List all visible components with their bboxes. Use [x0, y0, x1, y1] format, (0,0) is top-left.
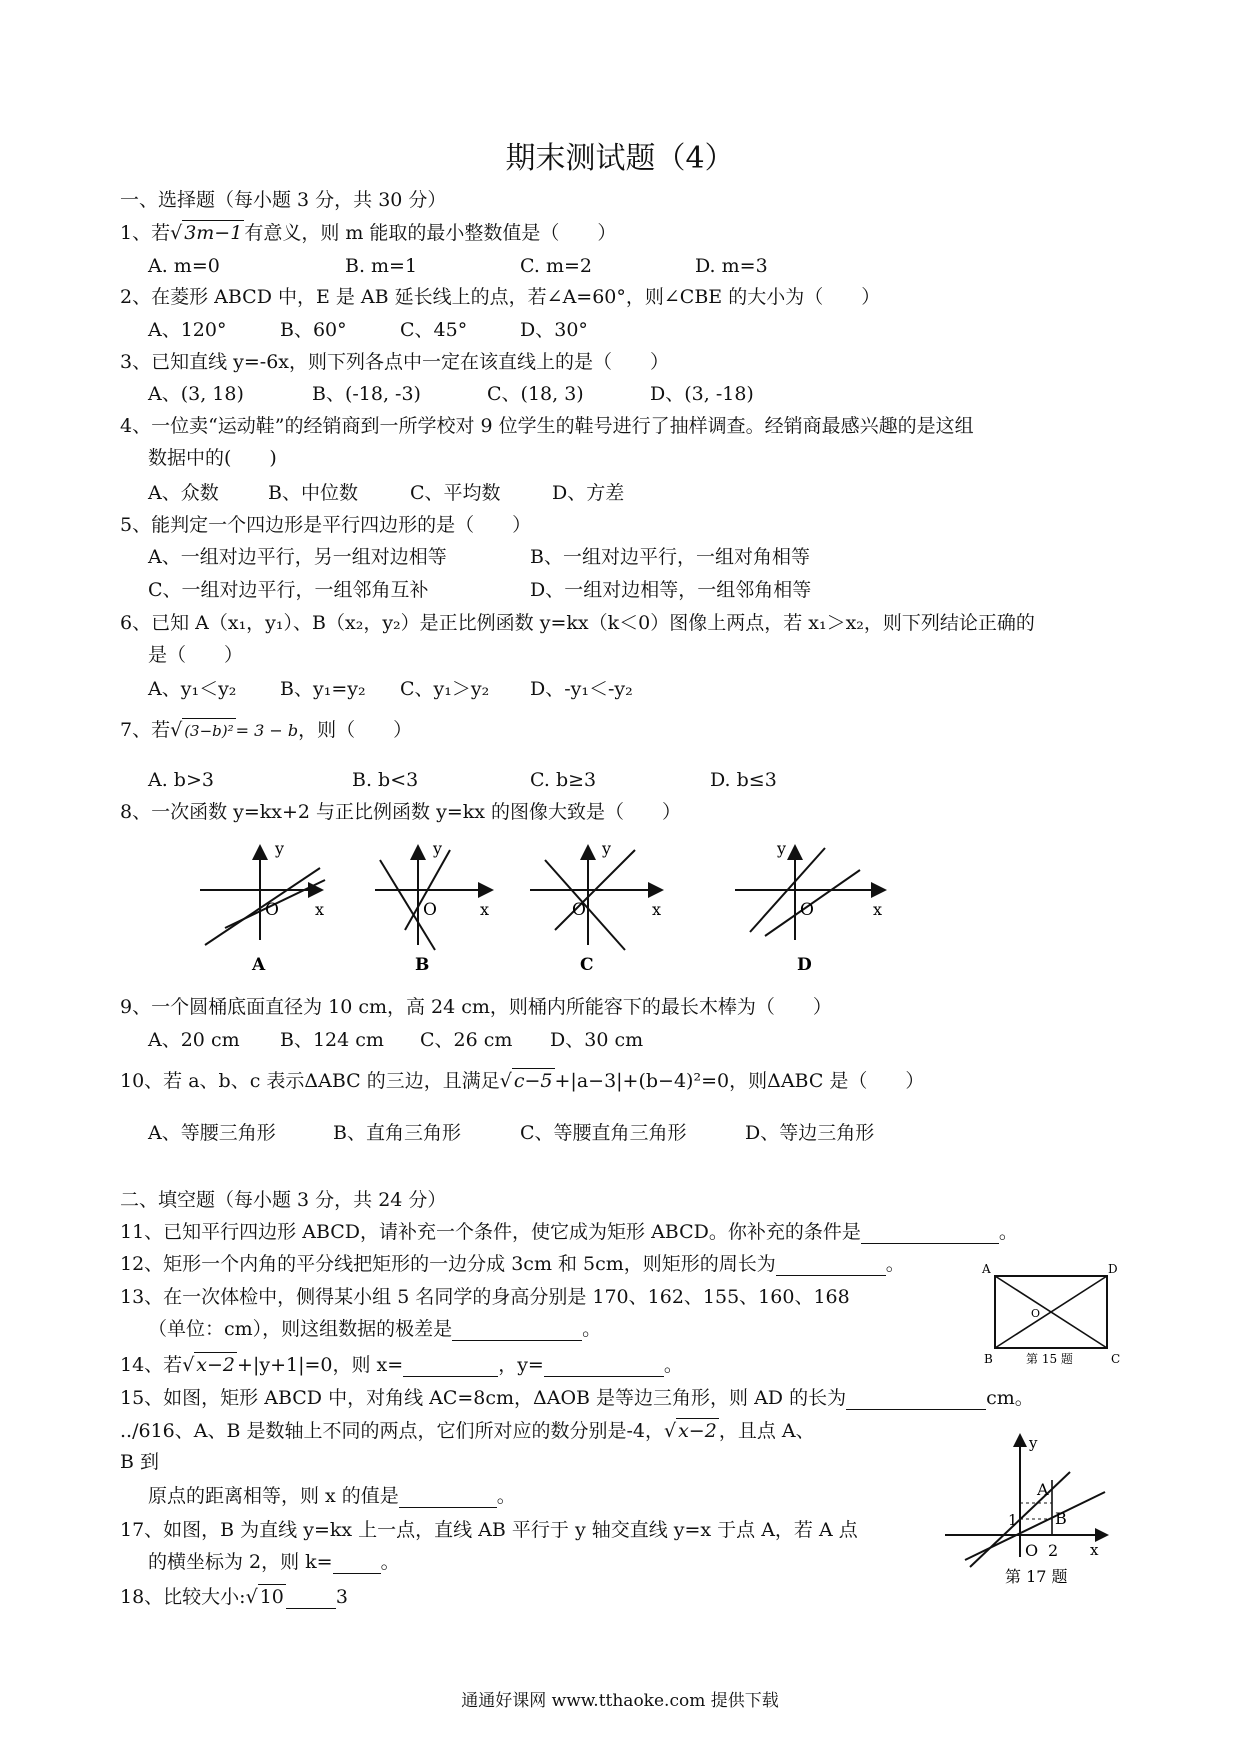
q18-prefix: 18、比较大小: — [120, 1586, 246, 1608]
question-3: 3、已知直线 y=-6x，则下列各点中一定在该直线上的是（ ） — [120, 351, 670, 373]
fig17-b-label: B — [1055, 1509, 1067, 1528]
question-2: 2、在菱形 ABCD 中，E 是 AB 延长线上的点，若∠A=60°，则∠CBE 的大小为（ ） — [120, 286, 881, 308]
q15-end: cm。 — [986, 1387, 1034, 1409]
q7-radicand: (3−b)² — [182, 718, 235, 743]
question-11 — [120, 1220, 1018, 1244]
q3-option-a: A、(3, 18) — [148, 383, 244, 405]
q2-option-b: B、60° — [280, 319, 347, 341]
q1-prefix: 1、若 — [120, 222, 171, 244]
q8a-y-label: y — [275, 840, 285, 858]
question-9: 9、一个圆桶底面直径为 10 cm，高 24 cm，则桶内所能容下的最长木棒为（ ） — [120, 996, 832, 1018]
q10-option-b: B、直角三角形 — [333, 1122, 461, 1144]
q8-label-d: D — [797, 955, 812, 975]
question-12 — [120, 1252, 905, 1276]
q8d-y-label: y — [777, 840, 787, 858]
question-16-line2: B 到 — [120, 1451, 160, 1473]
q14-middle: +|y+1|=0，则 x= — [237, 1354, 404, 1376]
fig15-label-o: O — [1031, 1307, 1041, 1320]
q5-option-c: C、一组对边平行，一组邻角互补 — [148, 579, 429, 601]
question-8: 8、一次函数 y=kx+2 与正比例函数 y=kx 的图像大致是（ ） — [120, 801, 682, 823]
q18-suffix: 3 — [335, 1586, 348, 1608]
q11-end: 。 — [998, 1221, 1018, 1243]
question-18: 18、比较大小:√ 10 3 — [120, 1586, 348, 1608]
q8b-y-label: y — [433, 840, 443, 858]
fig15-caption: 第 15 题 — [1026, 1352, 1073, 1366]
q4-option-d: D、方差 — [552, 482, 625, 504]
fig17-x-label: x — [1090, 1541, 1099, 1559]
q4-option-c: C、平均数 — [410, 482, 501, 504]
question-7: 7、若√ (3−b)² = 3 − b，则（ ） — [120, 719, 413, 741]
q8-label-c: C — [580, 955, 594, 975]
question-10: 10、若 a、b、c 表示ΔABC 的三边，且满足√ c−5 +|a−3|+(b−4)²=0，则ΔABC 是（ ） — [120, 1070, 925, 1092]
q7-prefix: 7、若 — [120, 719, 171, 741]
q5-option-a: A、一组对边平行，另一组对边相等 — [148, 546, 447, 568]
q10-option-a: A、等腰三角形 — [148, 1122, 276, 1144]
q4-option-b: B、中位数 — [268, 482, 358, 504]
q5-option-d: D、一组对边相等，一组邻角相等 — [530, 579, 812, 601]
q8d-origin-label: O — [800, 900, 814, 920]
question-15 — [120, 1386, 1034, 1410]
page-footer: 通通好课网 www.tthaoke.com 提供下载 — [461, 1691, 779, 1711]
q2-option-a: A、120° — [148, 319, 227, 341]
q4-option-a: A、众数 — [148, 482, 219, 504]
q16-suffix: ，且点 A、 — [718, 1420, 815, 1442]
fig17-two-label: 2 — [1048, 1541, 1059, 1560]
q6-option-a: A、y₁＜y₂ — [148, 678, 237, 700]
q8-graphs — [195, 840, 915, 975]
fig15-label-b: B — [984, 1352, 993, 1366]
question-14: 14、若√ x−2 +|y+1|=0，则 x= ，y= 。 — [120, 1354, 683, 1376]
section-heading-fill: 二、填空题（每小题 3 分，共 24 分） — [120, 1189, 447, 1211]
q1-option-a: A. m=0 — [148, 255, 220, 277]
fig17-y-label: y — [1029, 1434, 1038, 1452]
q8-graph-a — [200, 840, 325, 975]
figure-15 — [980, 1260, 1130, 1370]
q17-end: 。 — [380, 1551, 400, 1573]
page-title: 期末测试题（4） — [505, 141, 735, 176]
question-16-line1: ../616、A、B 是数轴上不同的两点，它们所对应的数分别是-4，√ x−2 ，且点 A、 — [120, 1420, 815, 1442]
fig15-label-c: C — [1111, 1352, 1121, 1366]
q13-stem: （单位：cm），则这组数据的极差是 — [148, 1318, 453, 1340]
question-1: 1、若√ 3m−1 有意义，则 m 能取的最小整数值是（ ） — [120, 222, 617, 244]
q9-option-b: B、124 cm — [280, 1029, 384, 1051]
q12-answer-blank[interactable] — [776, 1255, 886, 1276]
q2-option-d: D、30° — [520, 319, 588, 341]
q8b-origin-label: O — [423, 900, 437, 920]
q14-radicand: x−2 — [196, 1354, 236, 1376]
q16-answer-blank[interactable] — [399, 1487, 497, 1508]
q7-option-a: A. b>3 — [148, 769, 214, 791]
fig15-label-d: D — [1108, 1262, 1118, 1276]
q8b-x-label: x — [480, 900, 490, 919]
q12-stem: 12、矩形一个内角的平分线把矩形的一边分成 3cm 和 5cm，则矩形的周长为 — [120, 1253, 776, 1275]
question-13-line1: 13、在一次体检中，侧得某小组 5 名同学的身高分别是 170、162、155、160、168 — [120, 1286, 850, 1308]
q1-suffix: 有意义，则 m 能取的最小整数值是（ ） — [244, 222, 617, 244]
q17-answer-blank[interactable] — [333, 1553, 381, 1574]
q10-option-c: C、等腰直角三角形 — [520, 1122, 687, 1144]
q8c-origin-label: O — [572, 900, 586, 920]
q1-option-c: C. m=2 — [520, 255, 592, 277]
q8a-x-label: x — [315, 900, 325, 919]
question-6-line1: 6、已知 A（x₁，y₁）、B（x₂，y₂）是正比例函数 y=kx（k＜0）图像上两点，若 x₁＞x₂，则下列结论正确的 — [120, 612, 1035, 634]
q14-prefix: 14、若 — [120, 1354, 183, 1376]
q9-option-c: C、26 cm — [420, 1029, 513, 1051]
q8c-y-label: y — [602, 840, 612, 858]
fig17-caption: 第 17 题 — [1005, 1567, 1068, 1586]
fig17-a-label: A — [1037, 1480, 1049, 1499]
q8-label-a: A — [252, 955, 266, 975]
question-17-line2 — [148, 1550, 400, 1574]
fig17-one-label: 1 — [1008, 1511, 1018, 1529]
q8d-x-label: x — [873, 900, 883, 919]
q6-option-b: B、y₁=y₂ — [280, 678, 366, 700]
figure-17 — [945, 1432, 1125, 1587]
q2-option-c: C、45° — [400, 319, 468, 341]
q1-option-d: D. m=3 — [695, 255, 768, 277]
q7-option-d: D. b≤3 — [710, 769, 777, 791]
q14-x-blank[interactable] — [403, 1356, 498, 1377]
q8a-origin-label: O — [265, 900, 279, 920]
q7-suffix: ，则（ ） — [298, 719, 413, 741]
question-6-line2: 是（ ） — [148, 644, 244, 666]
q11-answer-blank[interactable] — [861, 1223, 999, 1244]
q10-radicand: c−5 — [513, 1070, 553, 1092]
q8-label-b: B — [415, 955, 430, 975]
question-16-line3 — [148, 1484, 516, 1508]
q16-end: 。 — [496, 1485, 516, 1507]
question-4-line2: 数据中的( ) — [148, 447, 277, 469]
q3-option-c: C、(18, 3) — [487, 383, 584, 405]
q12-end: 。 — [885, 1253, 905, 1275]
q13-answer-blank[interactable] — [452, 1320, 582, 1341]
question-5: 5、能判定一个四边形是平行四边形的是（ ） — [120, 514, 532, 536]
q5-option-b: B、一组对边平行，一组对角相等 — [530, 546, 810, 568]
q10-suffix: +|a−3|+(b−4)²=0，则ΔABC 是（ ） — [554, 1070, 925, 1092]
q15-answer-blank[interactable] — [846, 1389, 986, 1410]
q18-radicand: 10 — [259, 1586, 284, 1608]
section-heading-choice: 一、选择题（每小题 3 分，共 30 分） — [120, 189, 447, 211]
q7-option-b: B. b<3 — [352, 769, 419, 791]
q6-option-c: C、y₁＞y₂ — [400, 678, 490, 700]
q18-answer-blank[interactable] — [286, 1588, 336, 1609]
q3-option-d: D、(3, -18) — [650, 383, 754, 405]
question-4-line1: 4、一位卖“运动鞋”的经销商到一所学校对 9 位学生的鞋号进行了抽样调查。经销商最感兴趣的是这组 — [120, 415, 974, 437]
q7-option-c: C. b≥3 — [530, 769, 597, 791]
q16-prefix: ../616、A、B 是数轴上不同的两点，它们所对应的数分别是-4， — [120, 1420, 664, 1442]
q14-y-blank[interactable] — [544, 1356, 664, 1377]
q9-option-a: A、20 cm — [148, 1029, 240, 1051]
q11-stem: 11、已知平行四边形 ABCD，请补充一个条件，使它成为矩形 ABCD。你补充的条件是 — [120, 1221, 861, 1243]
fig17-origin-label: O — [1025, 1541, 1039, 1560]
q10-prefix: 10、若 a、b、c 表示ΔABC 的三边，且满足 — [120, 1070, 500, 1092]
question-17-line1: 17、如图，B 为直线 y=kx 上一点，直线 AB 平行于 y 轴交直线 y=x 于点 A，若 A 点 — [120, 1519, 858, 1541]
q1-option-b: B. m=1 — [345, 255, 418, 277]
q8-graph-b — [375, 840, 490, 975]
q8-graph-d — [735, 840, 883, 975]
q9-option-d: D、30 cm — [550, 1029, 644, 1051]
q17-stem: 的横坐标为 2，则 k= — [148, 1551, 333, 1573]
q8-graph-c — [530, 840, 661, 975]
q8c-x-label: x — [652, 900, 662, 919]
q15-stem: 15、如图，矩形 ABCD 中，对角线 AC=8cm，ΔAOB 是等边三角形，则 AD 的长为 — [120, 1387, 847, 1409]
q6-option-d: D、-y₁＜-y₂ — [530, 678, 633, 700]
q3-option-b: B、(-18, -3) — [312, 383, 421, 405]
q16-radicand: x−2 — [678, 1420, 717, 1442]
fig15-label-a: A — [982, 1262, 991, 1276]
question-13-line2 — [148, 1317, 601, 1341]
q14-end: 。 — [663, 1354, 683, 1376]
q16-stem: 原点的距离相等，则 x 的值是 — [148, 1485, 399, 1507]
q10-option-d: D、等边三角形 — [745, 1122, 875, 1144]
q13-end: 。 — [582, 1318, 602, 1340]
q7-equation: = 3 − b — [235, 721, 299, 740]
q1-radicand: 3m−1 — [184, 222, 243, 244]
q14-y-label: ，y= — [498, 1354, 544, 1376]
